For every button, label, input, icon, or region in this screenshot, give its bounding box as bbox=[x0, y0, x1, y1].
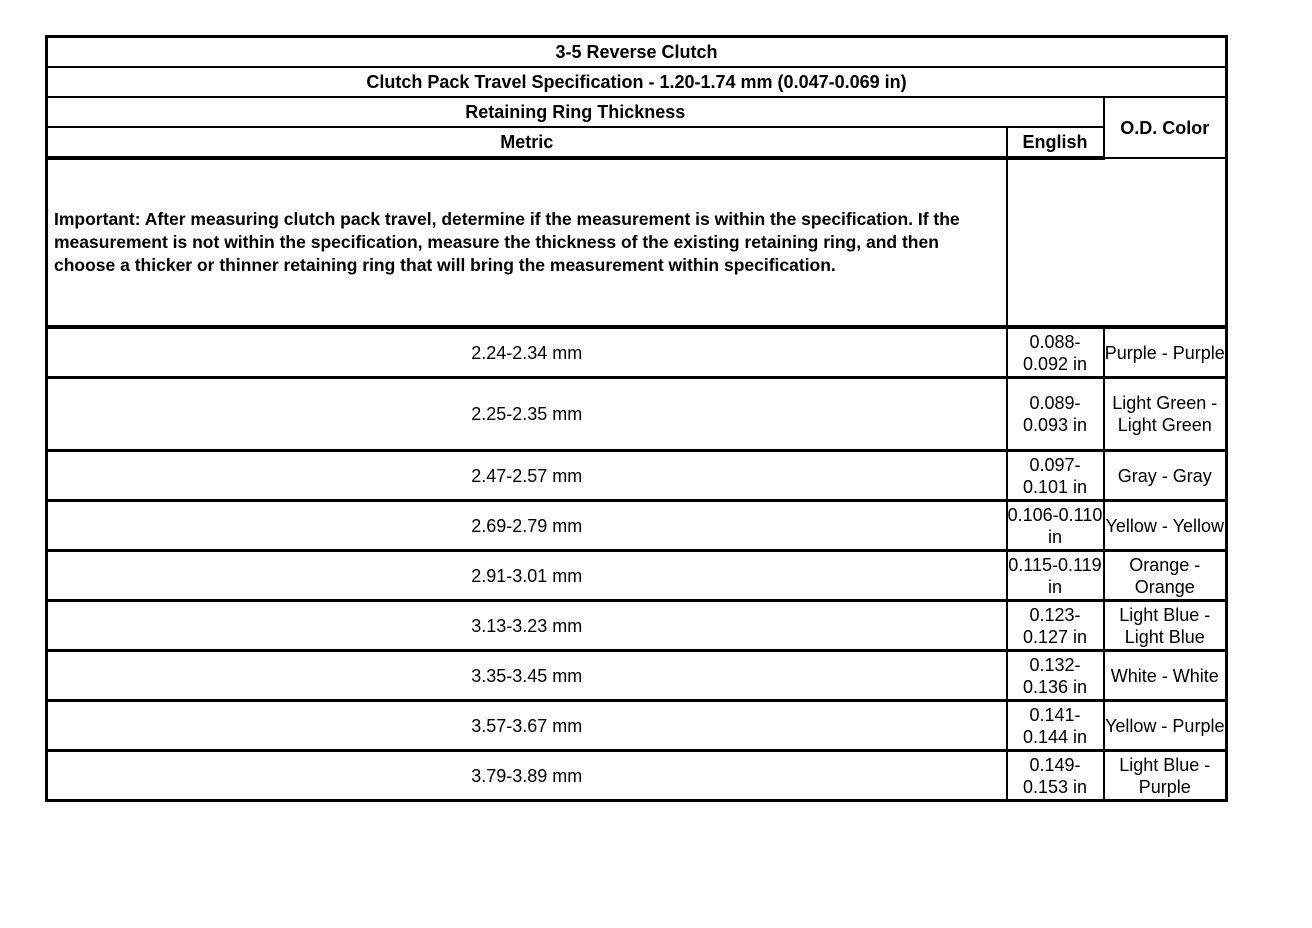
english-cell: 0.088-0.092 in bbox=[1007, 327, 1104, 378]
travel-specification: Clutch Pack Travel Specification - 1.20-1.74 mm (0.047-0.069 in) bbox=[47, 67, 1227, 97]
metric-header: Metric bbox=[47, 127, 1007, 158]
od-color-cell: Yellow - Yellow bbox=[1104, 501, 1227, 551]
metric-cell: 3.13-3.23 mm bbox=[47, 601, 1007, 651]
table-row bbox=[47, 751, 1227, 801]
note-blank-cell bbox=[1007, 158, 1227, 327]
od-color-cell: Purple - Purple bbox=[1104, 327, 1227, 378]
table-row bbox=[47, 501, 1227, 551]
metric-cell: 3.57-3.67 mm bbox=[47, 701, 1007, 751]
od-color-cell: Light Blue - Light Blue bbox=[1104, 601, 1227, 651]
table-title: 3-5 Reverse Clutch bbox=[47, 37, 1227, 68]
table-row bbox=[47, 601, 1227, 651]
english-cell: 0.115-0.119 in bbox=[1007, 551, 1104, 601]
table-row bbox=[47, 451, 1227, 501]
table-row bbox=[47, 551, 1227, 601]
english-cell: 0.106-0.110 in bbox=[1007, 501, 1104, 551]
english-cell: 0.149-0.153 in bbox=[1007, 751, 1104, 801]
metric-cell: 2.91-3.01 mm bbox=[47, 551, 1007, 601]
table-row bbox=[47, 327, 1227, 378]
metric-cell: 2.69-2.79 mm bbox=[47, 501, 1007, 551]
metric-cell: 2.25-2.35 mm bbox=[47, 378, 1007, 451]
metric-cell: 2.24-2.34 mm bbox=[47, 327, 1007, 378]
od-color-cell: Orange - Orange bbox=[1104, 551, 1227, 601]
metric-cell: 3.79-3.89 mm bbox=[47, 751, 1007, 801]
od-color-cell: Light Blue - Purple bbox=[1104, 751, 1227, 801]
data-rows bbox=[47, 327, 1227, 801]
table-row bbox=[47, 701, 1227, 751]
metric-cell: 2.47-2.57 mm bbox=[47, 451, 1007, 501]
metric-cell: 3.35-3.45 mm bbox=[47, 651, 1007, 701]
od-color-cell: Light Green - Light Green bbox=[1104, 378, 1227, 451]
table-row bbox=[47, 651, 1227, 701]
english-cell: 0.089-0.093 in bbox=[1007, 378, 1104, 451]
english-cell: 0.141-0.144 in bbox=[1007, 701, 1104, 751]
english-cell: 0.123-0.127 in bbox=[1007, 601, 1104, 651]
od-color-header: O.D. Color bbox=[1104, 97, 1227, 158]
table-row bbox=[47, 378, 1227, 451]
english-cell: 0.097-0.101 in bbox=[1007, 451, 1104, 501]
od-color-cell: Gray - Gray bbox=[1104, 451, 1227, 501]
important-note: Important: After measuring clutch pack travel, determine if the measurement is within the specification. If the measurement is not within the specification, measure the thickness of the existing retaining ring, and then choose a thicker or thinner retaining ring that will bring the measurement within specification. bbox=[47, 158, 1007, 327]
retaining-ring-thickness-header: Retaining Ring Thickness bbox=[47, 97, 1104, 127]
retaining-ring-spec-table bbox=[45, 35, 1228, 802]
od-color-cell: White - White bbox=[1104, 651, 1227, 701]
od-color-cell: Yellow - Purple bbox=[1104, 701, 1227, 751]
english-header: English bbox=[1007, 127, 1104, 158]
english-cell: 0.132-0.136 in bbox=[1007, 651, 1104, 701]
